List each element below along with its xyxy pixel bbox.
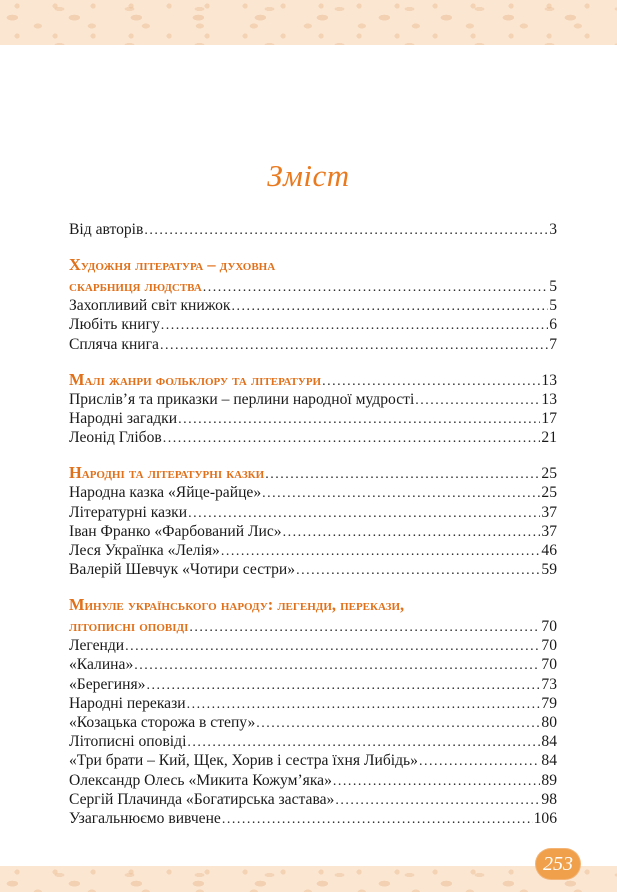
toc-entry[interactable]	[69, 483, 557, 502]
section-heading-label: Малі жанри фольклору та літератури	[69, 369, 322, 389]
toc-entry[interactable]	[69, 409, 557, 428]
toc-entry[interactable]	[69, 390, 557, 409]
toc-entry[interactable]	[69, 541, 557, 560]
section-heading-line[interactable]: Минуле українського народу: легенди, перекази,	[69, 595, 405, 615]
section-heading-label: літописні оповіді	[69, 616, 189, 636]
toc-entry[interactable]	[69, 503, 557, 522]
toc-entry[interactable]	[69, 790, 557, 809]
table-of-contents	[69, 220, 557, 828]
toc-entry-page: 98	[541, 790, 557, 808]
toc-entry-page: 6	[549, 316, 557, 334]
toc-entry-label: Літописні оповіді	[69, 733, 187, 751]
toc-entry-label: Літературні казки	[69, 503, 188, 521]
dot-leader	[203, 276, 548, 298]
toc-entry-page: 73	[541, 675, 557, 693]
toc-entry-label: Спляча книга	[69, 335, 159, 353]
section-heading-page: 70	[541, 618, 557, 636]
toc-entry-page: 70	[541, 637, 557, 655]
toc-entry[interactable]	[69, 428, 557, 447]
toc-entry-label: Узагальнюємо вивчене	[69, 809, 221, 827]
dot-leader	[161, 315, 548, 335]
section-heading[interactable]	[69, 275, 557, 296]
dot-leader	[163, 428, 541, 448]
toc-entry-page: 25	[541, 484, 557, 502]
section-heading-page: 13	[541, 371, 557, 389]
toc-entry[interactable]	[69, 560, 557, 579]
toc-entry-label: Олександр Олесь «Микита Кожум’яка»	[69, 771, 332, 789]
decorative-bottom-band	[0, 866, 617, 892]
toc-entry-label: «Берегиня»	[69, 675, 146, 693]
dot-leader	[232, 296, 549, 316]
dot-leader	[322, 370, 540, 392]
toc-entry-page: 59	[541, 561, 557, 579]
toc-entry[interactable]	[69, 675, 557, 694]
dot-leader	[146, 675, 540, 695]
toc-entry-page: 21	[541, 429, 557, 447]
toc-entry[interactable]	[69, 296, 557, 315]
dot-leader	[189, 616, 540, 638]
toc-entry-label: Прислів’я та приказки – перлини народної мудрості	[69, 390, 415, 408]
toc-section	[69, 254, 557, 354]
toc-entry-page: 84	[541, 752, 557, 770]
toc-entry-page: 79	[541, 694, 557, 712]
toc-entry-page: 89	[541, 771, 557, 789]
toc-entry-label: Народна казка «Яйце-райце»	[69, 484, 262, 502]
toc-entry-page: 37	[541, 503, 557, 521]
section-heading[interactable]	[69, 615, 557, 636]
dot-leader	[187, 694, 541, 714]
dot-leader	[333, 771, 541, 791]
dot-leader	[187, 732, 540, 752]
dot-leader	[134, 655, 540, 675]
section-heading[interactable]	[69, 369, 557, 390]
toc-entry[interactable]	[69, 335, 557, 354]
toc-section	[69, 369, 557, 448]
toc-entry-page: 13	[541, 390, 557, 408]
section-heading-page: 5	[549, 278, 557, 296]
page-title: Зміст	[267, 158, 350, 193]
dot-leader	[265, 463, 540, 485]
dot-leader	[221, 541, 541, 561]
toc-entry-label: Леся Українка «Лелія»	[69, 541, 220, 559]
toc-entry-page: 17	[541, 409, 557, 427]
dot-leader	[419, 751, 540, 771]
dot-leader	[160, 335, 548, 355]
dot-leader	[283, 522, 541, 542]
section-heading-line[interactable]: Художня література – духовна	[69, 255, 276, 275]
section-heading-page: 25	[541, 465, 557, 483]
toc-entry[interactable]	[69, 771, 557, 790]
toc-entry[interactable]	[69, 809, 557, 828]
toc-entry-label: «Козацька сторожа в степу»	[69, 714, 256, 731]
toc-entry-label: Народні загадки	[69, 409, 178, 427]
section-heading[interactable]	[69, 462, 557, 483]
dot-leader	[262, 483, 540, 503]
toc-entry-label: Леонід Глібов	[69, 429, 162, 447]
dot-leader	[335, 790, 540, 810]
toc-entry[interactable]	[69, 636, 557, 655]
toc-entry-page: 5	[549, 297, 557, 315]
toc-entry-page: 70	[541, 656, 557, 674]
dot-leader	[256, 713, 540, 733]
dot-leader	[415, 390, 540, 410]
dot-leader	[296, 560, 540, 580]
toc-entry-label: Любіть книгу	[69, 316, 160, 334]
toc-entry-label: «Три брати – Кий, Щек, Хорив і сестра їхня Либідь»	[69, 752, 418, 770]
dot-leader	[144, 220, 548, 240]
dot-leader	[188, 503, 540, 523]
toc-entry-page: 84	[541, 733, 557, 751]
toc-section	[69, 594, 557, 828]
section-heading-label: скарбниця людства	[69, 276, 202, 296]
toc-entry-page: 7	[549, 335, 557, 353]
toc-entry-label: Захопливий світ книжок	[69, 297, 231, 315]
dot-leader	[222, 809, 533, 829]
toc-entry[interactable]	[69, 713, 557, 732]
dot-leader	[125, 636, 540, 656]
toc-entry-label: Від авторів	[69, 221, 144, 238]
toc-entry-page: 46	[541, 541, 557, 559]
toc-entry-label: Сергій Плачинда «Богатирська застава»	[69, 790, 335, 808]
page-number-badge: 253	[536, 849, 580, 879]
dot-leader	[178, 409, 540, 429]
toc-entry-page: 80	[541, 714, 557, 731]
toc-entry[interactable]	[69, 522, 557, 541]
toc-entry-page: 3	[549, 221, 557, 238]
toc-entry[interactable]	[69, 315, 557, 334]
toc-entry[interactable]	[69, 732, 557, 751]
toc-entry[interactable]	[69, 655, 557, 674]
toc-entry-label: Легенди	[69, 637, 125, 655]
toc-entry-label: «Калина»	[69, 656, 134, 674]
toc-entry[interactable]	[69, 694, 557, 713]
toc-entry-label: Валерій Шевчук «Чотири сестри»	[69, 561, 296, 579]
toc-section	[69, 462, 557, 579]
toc-entry-intro[interactable]	[69, 220, 557, 239]
toc-entry-label: Іван Франко «Фарбований Лис»	[69, 522, 282, 540]
toc-entry[interactable]	[69, 751, 557, 770]
decorative-top-band	[0, 0, 617, 45]
toc-entry-page: 37	[541, 522, 557, 540]
toc-entry-page: 106	[533, 809, 557, 827]
toc-entry-label: Народні перекази	[69, 694, 186, 712]
section-heading-label: Народні та літературні казки	[69, 463, 265, 483]
